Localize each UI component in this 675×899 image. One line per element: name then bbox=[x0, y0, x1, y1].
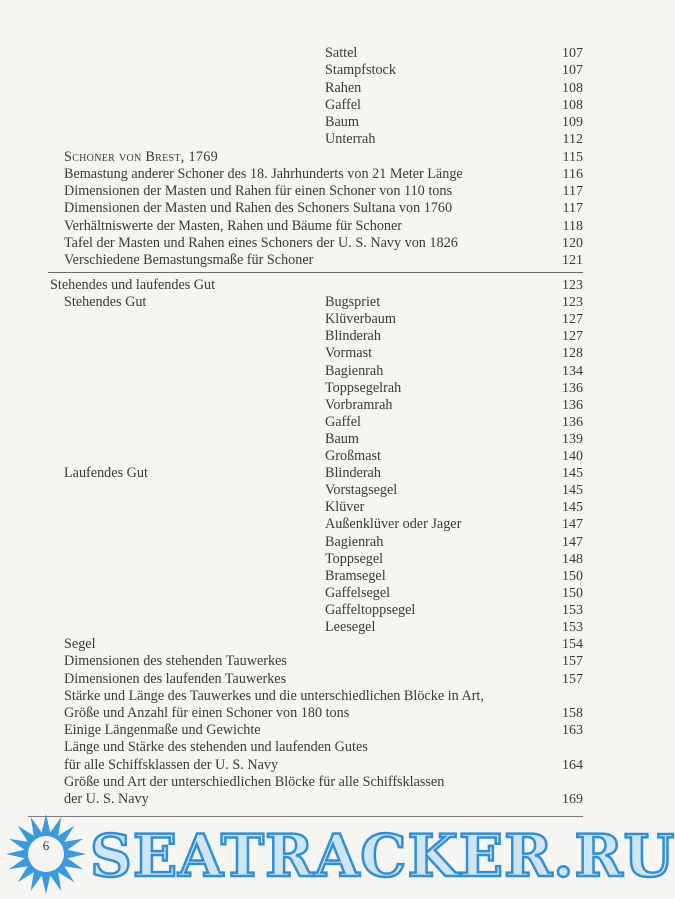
toc-entry-page: 147 bbox=[562, 517, 583, 533]
toc-entry-title: Unterrah bbox=[325, 131, 376, 148]
toc-entry-title: Gaffel bbox=[325, 413, 361, 430]
toc-entry-title: Klüverbaum bbox=[325, 311, 396, 328]
toc-entry-page: 158 bbox=[562, 706, 583, 721]
toc-entry-title: Gaffelsegel bbox=[325, 584, 391, 601]
toc-entry-title: der U. S. Navy bbox=[64, 791, 149, 807]
toc-entry-title: Rahen bbox=[325, 79, 362, 96]
toc-entry-title: für alle Schiffsklassen der U. S. Navy bbox=[64, 756, 279, 773]
toc-entry-page: 115 bbox=[562, 149, 583, 165]
toc-entry-page: 128 bbox=[562, 346, 583, 362]
toc-entry-title: Baum bbox=[325, 430, 359, 447]
toc-entry-page: 136 bbox=[562, 380, 583, 396]
toc-entry-page: 145 bbox=[562, 483, 583, 499]
toc-entry-title: Bemastung anderer Schoner des 18. Jahrhunderts von 21 Meter Länge bbox=[64, 165, 463, 182]
toc-entry-title: Vorbramrah bbox=[325, 396, 393, 413]
toc-entry-title: Stehendes und laufendes Gut bbox=[50, 277, 216, 293]
toc-entry-page: 145 bbox=[562, 500, 583, 516]
toc-entry-page: 140 bbox=[562, 449, 583, 464]
toc-entry-page: 121 bbox=[562, 253, 583, 268]
toc-entry-title: Dimensionen des laufenden Tauwerkes bbox=[64, 670, 287, 687]
toc-entry-title: Gaffeltoppsegel bbox=[325, 601, 416, 618]
toc-entry-title: Größe und Anzahl für einen Schoner von 180 tons bbox=[64, 705, 350, 721]
toc-entry-title: Größe und Art der unterschiedlichen Blöcke für alle Schiffsklassen bbox=[64, 773, 445, 790]
toc-entry-title: Klüver bbox=[325, 499, 365, 516]
toc-entry-title: Leesegel bbox=[325, 619, 376, 635]
toc-entry-page: 153 bbox=[562, 620, 583, 635]
toc-entry-title: Vormast bbox=[325, 345, 373, 362]
toc-entry-page: 153 bbox=[562, 602, 583, 618]
toc-entry-page: 136 bbox=[562, 414, 583, 430]
toc-entry-page: 108 bbox=[562, 80, 583, 96]
toc-entry-page: 107 bbox=[562, 63, 583, 79]
toc-entry-title: Toppsegelrah bbox=[325, 379, 402, 396]
toc-entry-page: 157 bbox=[562, 654, 583, 670]
toc-entry-page: 127 bbox=[562, 329, 583, 345]
toc-entry-page: 136 bbox=[562, 397, 583, 413]
toc-entry-title: Gaffel bbox=[325, 96, 361, 113]
footer-divider bbox=[28, 816, 583, 817]
toc-entry-title: Dimensionen der Masten und Rahen des Schoners Sultana von 1760 bbox=[64, 200, 453, 217]
toc-entry-title: Segel bbox=[64, 636, 96, 653]
starburst-icon bbox=[4, 812, 88, 896]
page-number: 6 bbox=[42, 838, 50, 853]
toc-entry-page: 108 bbox=[562, 97, 583, 113]
toc-entry-page: 112 bbox=[562, 132, 583, 148]
toc-entry-title: Verhältniswerte der Masten, Rahen und Bäume für Schoner bbox=[64, 217, 403, 234]
toc-entry-page: 117 bbox=[562, 184, 583, 199]
toc-entry-page: 127 bbox=[562, 312, 583, 328]
toc-entry-page: 109 bbox=[562, 115, 583, 130]
toc-entry-page: 157 bbox=[562, 671, 583, 687]
toc-entry-title: Vorstagsegel bbox=[325, 482, 398, 499]
toc-entry-page: 134 bbox=[562, 363, 583, 379]
toc-entry-title: Stehendes Gut bbox=[64, 294, 147, 311]
toc-entry-title: Sattel bbox=[325, 45, 358, 61]
toc-entry-page: 118 bbox=[562, 218, 583, 234]
toc-entry-page: 164 bbox=[562, 757, 583, 773]
toc-entry-page: 169 bbox=[562, 792, 583, 807]
toc-entry-page: 150 bbox=[562, 585, 583, 601]
toc-entry-title: Großmast bbox=[325, 448, 381, 464]
toc-entry-title: Stärke und Länge des Tauwerkes und die unterschiedlichen Blöcke in Art, bbox=[64, 687, 484, 704]
watermark-text: SEATRACKER.RU bbox=[90, 822, 675, 890]
toc-entry-title: Baum bbox=[325, 114, 359, 130]
toc-entry-page: 123 bbox=[562, 278, 583, 293]
toc-entry-page: 148 bbox=[562, 551, 583, 567]
toc-entry-title: Verschiedene Bemastungsmaße für Schoner bbox=[64, 252, 314, 268]
section-divider bbox=[48, 272, 583, 273]
toc-entry-title: Toppsegel bbox=[325, 550, 384, 567]
toc-entry-title: Bagienrah bbox=[325, 533, 384, 550]
toc-entry-title: Außenklüver oder Jager bbox=[325, 516, 462, 533]
toc-entry-title: Länge und Stärke des stehenden und laufenden Gutes bbox=[64, 739, 368, 756]
toc-entry-page: 116 bbox=[562, 166, 583, 182]
toc-entry-page: 154 bbox=[562, 637, 583, 653]
toc-entry-title: Dimensionen der Masten und Rahen für einen Schoner von 110 tons bbox=[64, 183, 452, 199]
toc-entry-page: 107 bbox=[562, 46, 583, 61]
toc-entry-page: 150 bbox=[562, 568, 583, 584]
toc-entry-page: 145 bbox=[562, 466, 583, 482]
toc-entry-page: 117 bbox=[562, 201, 583, 217]
toc-entry-title: Laufendes Gut bbox=[64, 465, 148, 482]
toc-entry-title: Blinderah bbox=[325, 465, 381, 482]
toc-entry-title: Bugspriet bbox=[325, 294, 381, 311]
toc-entry-title: Einige Längenmaße und Gewichte bbox=[64, 722, 261, 739]
toc-entry-title: Schoner von Brest, 1769 bbox=[64, 148, 219, 165]
toc-entry-page: 163 bbox=[562, 723, 583, 739]
toc-entry-title: Bramsegel bbox=[325, 567, 386, 584]
toc-entry-title: Blinderah bbox=[325, 328, 381, 345]
toc-entry-page: 123 bbox=[562, 295, 583, 311]
toc-entry-page: 139 bbox=[562, 431, 583, 447]
toc-entry-title: Dimensionen des stehenden Tauwerkes bbox=[64, 653, 287, 670]
toc-entry-page: 120 bbox=[562, 235, 583, 251]
toc-entry-title: Stampfstock bbox=[325, 62, 396, 79]
toc-entry-title: Tafel der Masten und Rahen eines Schoners der U. S. Navy von 1826 bbox=[64, 234, 458, 251]
toc-entry-title: Bagienrah bbox=[325, 362, 384, 379]
toc-entry-page: 147 bbox=[562, 534, 583, 550]
